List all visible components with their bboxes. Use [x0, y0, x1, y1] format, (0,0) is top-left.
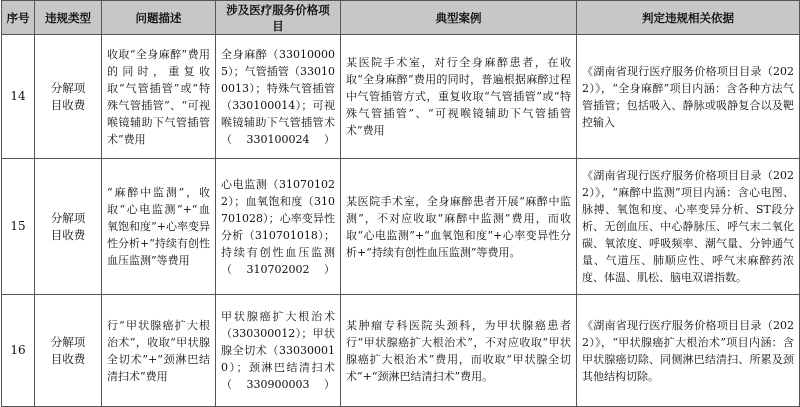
row-index: 16 [2, 295, 35, 407]
table-header-row [2, 1, 800, 35]
violation-type: 分解项目收费 [35, 295, 102, 407]
problem-description: 收取“全身麻醉”费用的同时，重复收取“气管插管”或“特殊气管插管”、“可视喉镜辅助下气管插管术”费用 [102, 35, 216, 159]
service-items: 心电监测（310701022）；血氧饱和度（310701028）；心率变异性分析（310701018）；持续有创性血压监测（310702002） [216, 159, 341, 295]
header-index: 序号 [2, 1, 35, 35]
typical-case: 某医院手术室，对行全身麻醉患者，在收取“全身麻醉”费用的同时，普遍根据麻醉过程中气管插管方式，重复收取“气管插管”或“特殊气管插管”、“可视喉镜辅助下气管插管术”费用 [341, 35, 577, 159]
typical-case: 某医院手术室，全身麻醉患者开展“麻醉中监测”，不对应收取“麻醉中监测”费用，而收取“心电监测”+“血氧饱和度”+心率变异性分析+“持续有创性血压监测”等费用。 [341, 159, 577, 295]
header-service-items: 涉及医疗服务价格项目 [216, 1, 341, 35]
service-items: 甲状腺癌扩大根治术（330300012）；甲状腺全切术（330300010）；颈淋巴结清扫术（330900003） [216, 295, 341, 407]
service-items: 全身麻醉（330100005）；气管插管（330100013）；特殊气管插管（330100014）；可视喉镜辅助下气管插管术（330100024） [216, 35, 341, 159]
header-violation-type: 违规类型 [35, 1, 102, 35]
problem-description: “麻醉中监测”，收取“心电监测”+“血氧饱和度”+心率变异性分析+“持续有创性血压监测”等费用 [102, 159, 216, 295]
typical-case: 某肿瘤专科医院头颈科，为甲状腺癌患者行“甲状腺癌扩大根治术”，不对应收取“甲状腺癌扩大根治术”费用，而收取“甲状腺全切术”+“颈淋巴结清扫术”费用。 [341, 295, 577, 407]
problem-description: 行“甲状腺癌扩大根治术”，收取“甲状腺全切术”+“颈淋巴结清扫术”费用 [102, 295, 216, 407]
header-typical-case: 典型案例 [341, 1, 577, 35]
table-row [2, 35, 800, 159]
row-index: 14 [2, 35, 35, 159]
violation-type: 分解项目收费 [35, 35, 102, 159]
violation-type: 分解项目收费 [35, 159, 102, 295]
legal-basis: 《湖南省现行医疗服务价格项目目录（2022）》，“麻醉中监测”项目内涵：含心电图、脉搏、氧饱和度、心率变异分析、ST段分析、无创血压、中心静脉压、呼气末二氧化碳、氧浓度、呼吸频率、潮气量、分钟通气量、气道压、肺顺应性、呼气末麻醉药浓度、体温、肌松、脑电双谱指数。 [577, 159, 800, 295]
header-problem-description: 问题描述 [102, 1, 216, 35]
table-row [2, 295, 800, 407]
header-legal-basis: 判定违规相关依据 [577, 1, 800, 35]
violation-table [1, 0, 800, 407]
legal-basis: 《湖南省现行医疗服务价格项目目录（2022）》，“全身麻醉”项目内涵：含各种方法气管插管；包括吸入、静脉或吸静复合以及靶控输入 [577, 35, 800, 159]
row-index: 15 [2, 159, 35, 295]
table-row [2, 159, 800, 295]
legal-basis: 《湖南省现行医疗服务价格项目目录（2022）》，“甲状腺癌扩大根治术”项目内涵：含甲状腺癌切除、同侧淋巴结清扫、所累及颈其他结构切除。 [577, 295, 800, 407]
